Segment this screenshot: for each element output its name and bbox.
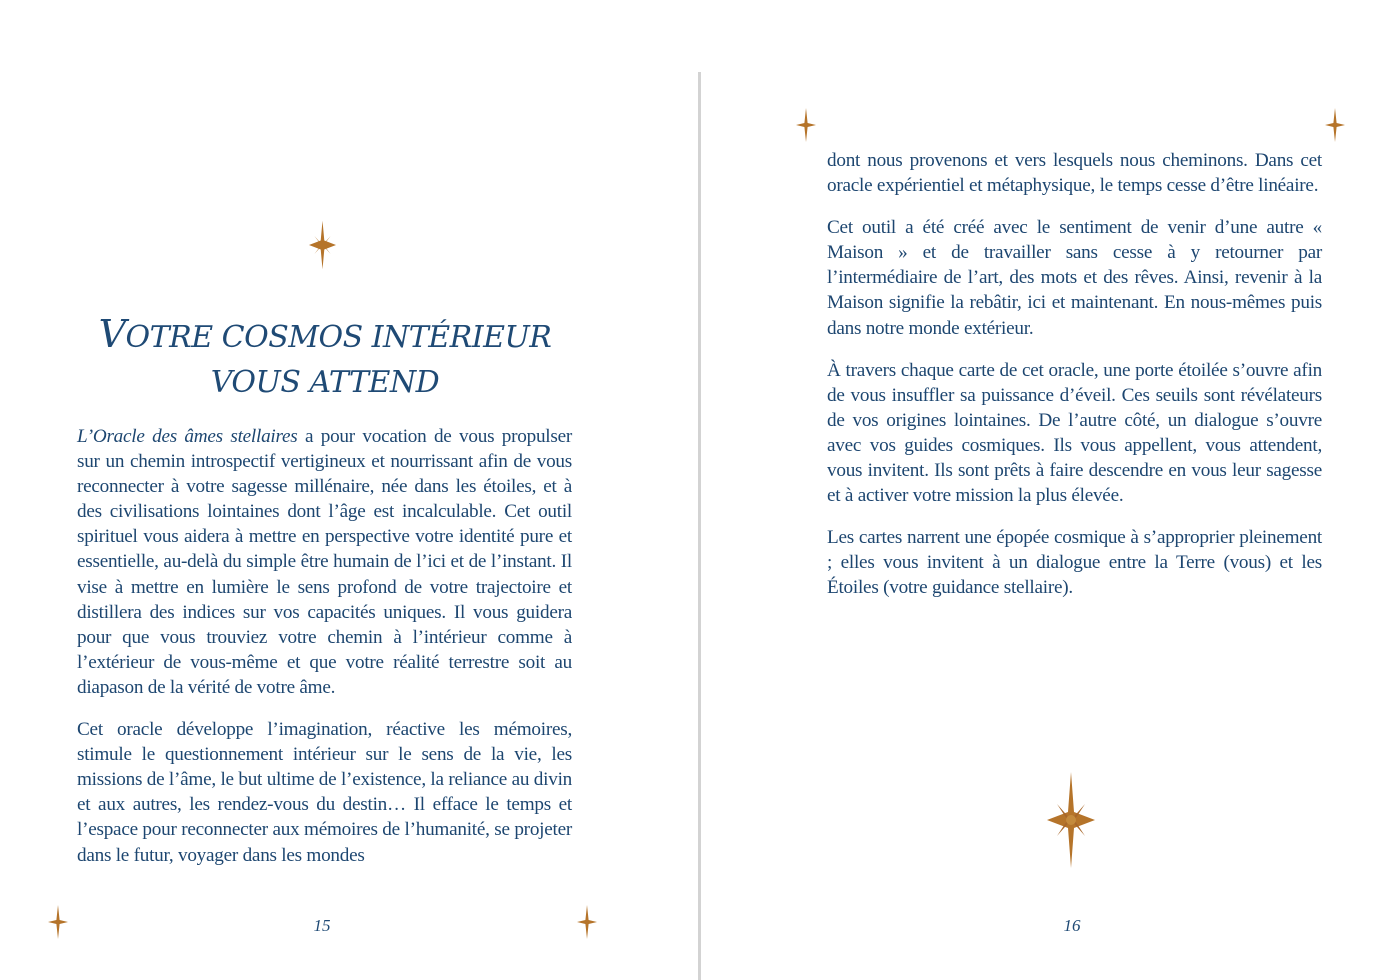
title-initial: V bbox=[98, 312, 126, 356]
four-point-star-icon bbox=[1325, 108, 1345, 142]
paragraph bbox=[77, 424, 572, 700]
book-title: L’Oracle des âmes stellaires bbox=[77, 426, 298, 447]
right-body-text bbox=[827, 148, 1322, 618]
title-line-2: VOUS ATTEND bbox=[210, 365, 440, 400]
eight-point-star-icon bbox=[1047, 772, 1095, 868]
title-line-1-rest: OTRE COSMOS INTÉRIEUR bbox=[125, 320, 552, 355]
paragraph: dont nous provenons et vers lesquels nous cheminons. Dans cet oracle expérientiel et métaphysique, le temps cesse d’être linéaire. bbox=[827, 150, 1322, 197]
paragraph: Cet outil a été créé avec le sentiment de venir d’une autre « Maison » et de travailler sans cesse à y retourner par l’intermédiaire de l’art, des mots et des rêves. Ainsi, revenir à la Maison signifie la rebâtir, ici et maintenant. En nous-mêmes puis dans notre monde extérieur. bbox=[827, 217, 1322, 339]
paragraph: Cet oracle développe l’imagination, réactive les mémoires, stimule le questionnement intérieur sur le sens de la vie, les missions de l’âme, le but ultime de l’existence, la reliance au divin et aux autres, les rendez-vous du destin… Il efface le temps et l’espace pour reconnecter aux mémoires de l’humanité, se projeter dans le futur, voyager dans les mondes bbox=[77, 719, 572, 866]
four-point-star-icon bbox=[796, 108, 816, 142]
left-page bbox=[0, 0, 699, 980]
right-page bbox=[701, 0, 1400, 980]
page-number: 15 bbox=[313, 916, 331, 935]
four-point-star-icon bbox=[577, 905, 597, 939]
four-point-star-icon bbox=[48, 905, 68, 939]
page-number: 16 bbox=[1063, 916, 1081, 935]
paragraph: À travers chaque carte de cet oracle, une porte étoilée s’ouvre afin de vous insuffler sa puissance d’éveil. Ces seuils sont révélateurs de vos origines lointaines. De l’autre côté, un dialogue s’ouvre avec vos guides cosmiques. Ils vous appellent, vous attendent, vous invitent. Ils sont prêts à faire descendre en vous leur sagesse et à activer votre mission la plus élevée. bbox=[827, 359, 1322, 507]
paragraph: Les cartes narrent une épopée cosmique à s’approprier pleinement ; elles vous invitent à un dialogue entre la Terre (vous) et les Étoiles (votre guidance stellaire). bbox=[827, 527, 1322, 599]
left-body-text bbox=[77, 424, 572, 885]
paragraph-text: a pour vocation de vous propulser sur un chemin introspectif vertigineux et nourrissant afin de vous reconnecter à votre sagesse millénaire, née dans les étoiles, et à des civilisations lointaines dont l’âge est incalculable. Cet outil spirituel vous aidera à mettre en perspective votre identité pure et essentielle, au-delà du simple être humain de l’ici et de l’instant. Il vise à mettre en lumière le sens profond de votre trajectoire et distillera des indices sur vos capacités uniques. Il vous guidera pour que vous trouviez votre chemin à l’intérieur comme à l’extérieur de vous-même et que votre réalité terrestre soit au diapason de la vérité de votre âme. bbox=[77, 426, 573, 698]
title-line-1 bbox=[60, 312, 590, 360]
eight-point-star-icon bbox=[309, 220, 336, 270]
chapter-title bbox=[60, 312, 590, 405]
